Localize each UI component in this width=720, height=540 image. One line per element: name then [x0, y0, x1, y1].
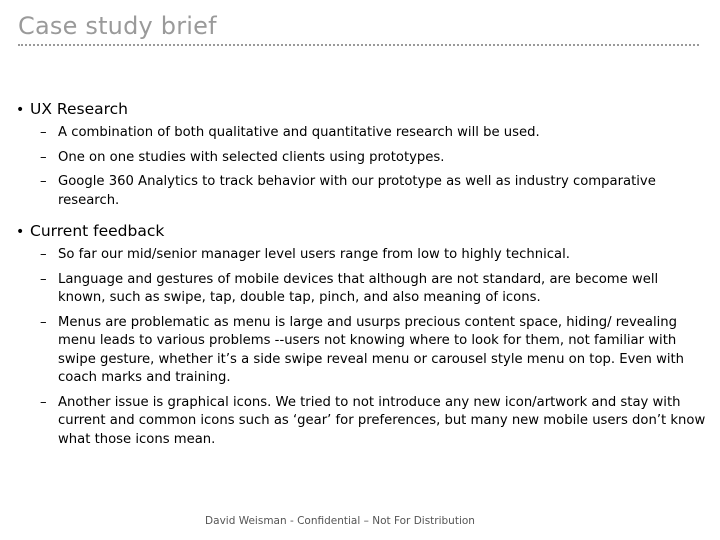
- sub-bullet-list: [16, 124, 706, 210]
- list-item-text: Menus are problematic as menu is large and usurps precious content space, hiding/ revealing menu leads to various problems --users not knowing where to look for them, not familiar with swipe gesture, whether it’s a side swipe reveal menu or carousel style menu on top. Even with coach marks and training.: [58, 314, 685, 385]
- list-item-text: A combination of both qualitative and quantitative research will be used.: [58, 125, 540, 140]
- list-item: [16, 173, 706, 210]
- slide-content: [16, 98, 706, 459]
- list-item-text: So far our mid/senior manager level users range from low to highly technical.: [58, 247, 570, 262]
- list-item-text: Language and gestures of mobile devices that although are not standard, are become well known, such as swipe, tap, double tap, pinch, and also meaning of icons.: [58, 271, 659, 305]
- footer-confidential: David Weisman - Confidential – Not For Distribution: [205, 515, 475, 527]
- list-item: [16, 246, 706, 265]
- section-heading-text: UX Research: [30, 100, 128, 118]
- dash-icon: –: [40, 125, 47, 140]
- bullet-icon: •: [16, 224, 25, 240]
- list-item: [16, 271, 706, 308]
- list-item: [16, 149, 706, 168]
- title-divider: [18, 44, 699, 46]
- section-heading: [16, 98, 706, 121]
- section-current-feedback: [16, 220, 706, 449]
- list-item: [16, 124, 706, 143]
- section-heading: [16, 220, 706, 243]
- bullet-icon: •: [16, 102, 25, 118]
- dash-icon: –: [40, 394, 47, 410]
- sub-bullet-list: [16, 246, 706, 449]
- slide-title: Case study brief: [18, 12, 217, 40]
- list-item-text: Google 360 Analytics to track behavior with our prototype as well as industry comparative research.: [58, 174, 656, 208]
- dash-icon: –: [40, 174, 47, 189]
- list-item: [16, 394, 706, 450]
- dash-icon: –: [40, 247, 47, 262]
- dash-icon: –: [40, 314, 47, 330]
- section-heading-text: Current feedback: [30, 222, 165, 240]
- dash-icon: –: [40, 149, 47, 165]
- list-item-text: Another issue is graphical icons. We tried to not introduce any new icon/artwork and stay with current and common icons such as ‘gear’ for preferences, but many new mobile users don’t know what those icons mean.: [58, 394, 706, 447]
- section-ux-research: [16, 98, 706, 210]
- dash-icon: –: [40, 271, 47, 287]
- list-item-text: One on one studies with selected clients using prototypes.: [58, 149, 445, 165]
- list-item: [16, 314, 706, 388]
